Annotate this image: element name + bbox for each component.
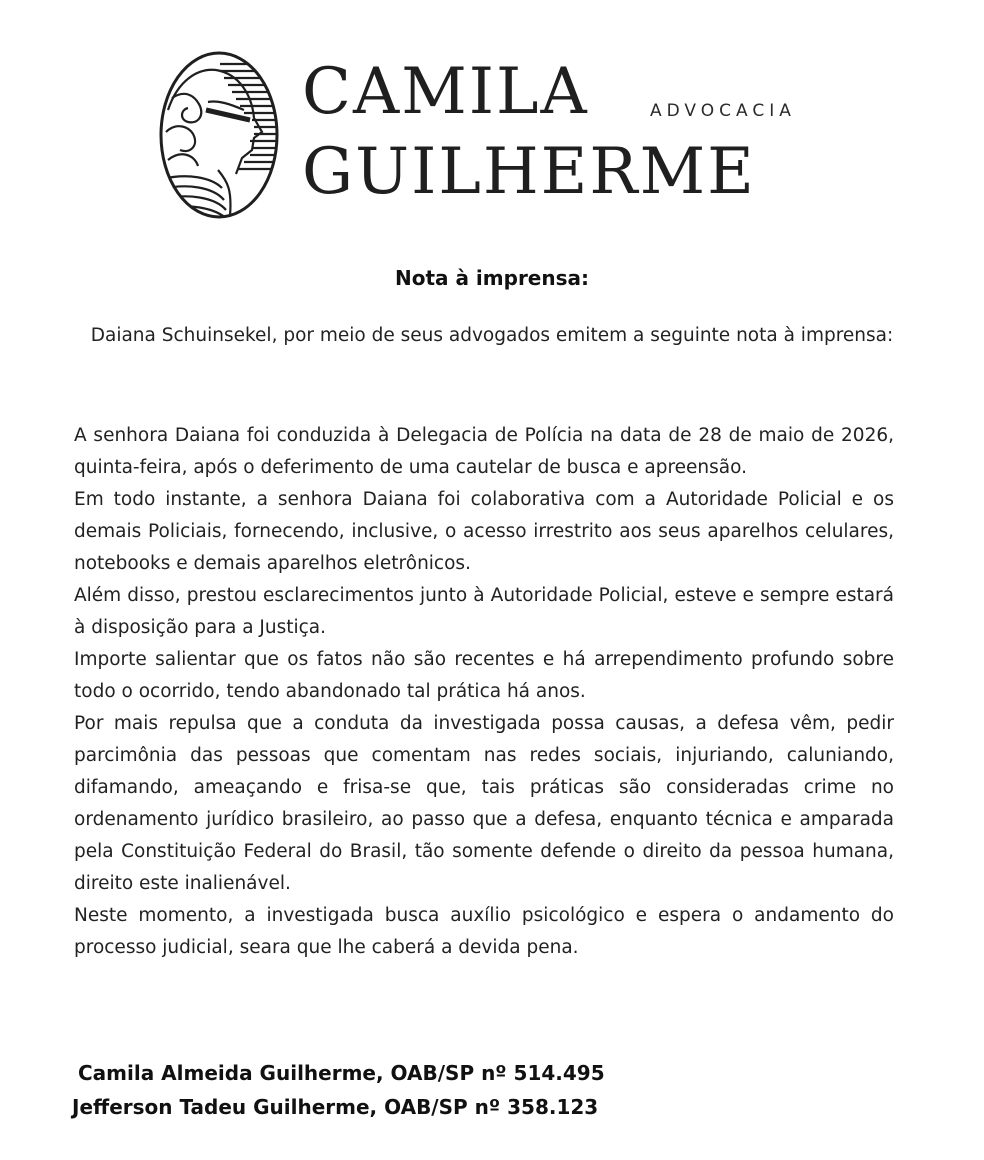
letterhead-tagline: ADVOCACIA [650, 101, 796, 121]
paragraph: Em todo instante, a senhora Daiana foi colaborativa com a Autoridade Policial e os demais Policiais, fornecendo, inclusive, o acesso irrestrito aos seus aparelhos celulares, notebooks e demais aparelhos eletrônicos. [74, 489, 894, 574]
document-title: Nota à imprensa: [394, 266, 590, 290]
letterhead-first-name: CAMILA [302, 55, 589, 129]
intro-paragraph: Daiana Schuinsekel, por meio de seus advogados emitem a seguinte nota à imprensa: [90, 325, 894, 346]
paragraph: Além disso, prestou esclarecimentos junto à Autoridade Policial, esteve e sempre estará à disposição para a Justiça. [74, 585, 894, 638]
paragraph: A senhora Daiana foi conduzida à Delegacia de Polícia na data de 28 de maio de 2026, quinta-feira, após o deferimento de uma cautelar de busca e apreensão. [74, 425, 894, 478]
body-text [74, 420, 894, 964]
signature-line: Camila Almeida Guilherme, OAB/SP nº 514.495 [78, 1061, 605, 1085]
paragraph: Por mais repulsa que a conduta da investigada possa causas, a defesa vêm, pedir parcimônia das pessoas que comentam nas redes sociais, injuriando, caluniando, difamando, ameaçando e frisa-se que, tais práticas são consideradas crime no ordenamento jurídico brasileiro, ao passo que a defesa, enquanto técnica e amparada pela Constituição Federal do Brasil, tão somente defende o direito da pessoa humana, direito este inalienável. [74, 713, 894, 894]
paragraph: Importe salientar que os fatos não são recentes e há arrependimento profundo sobre todo o ocorrido, tendo abandonado tal prática há anos. [74, 649, 894, 702]
signature-line: Jefferson Tadeu Guilherme, OAB/SP nº 358.123 [72, 1095, 599, 1119]
signature-block [72, 1056, 605, 1124]
paragraph: Neste momento, a investigada busca auxílio psicológico e espera o andamento do processo judicial, seara que lhe caberá a devida pena. [74, 905, 894, 958]
letterhead-last-name: GUILHERME [302, 135, 756, 209]
justice-profile-emblem-icon [158, 50, 280, 220]
